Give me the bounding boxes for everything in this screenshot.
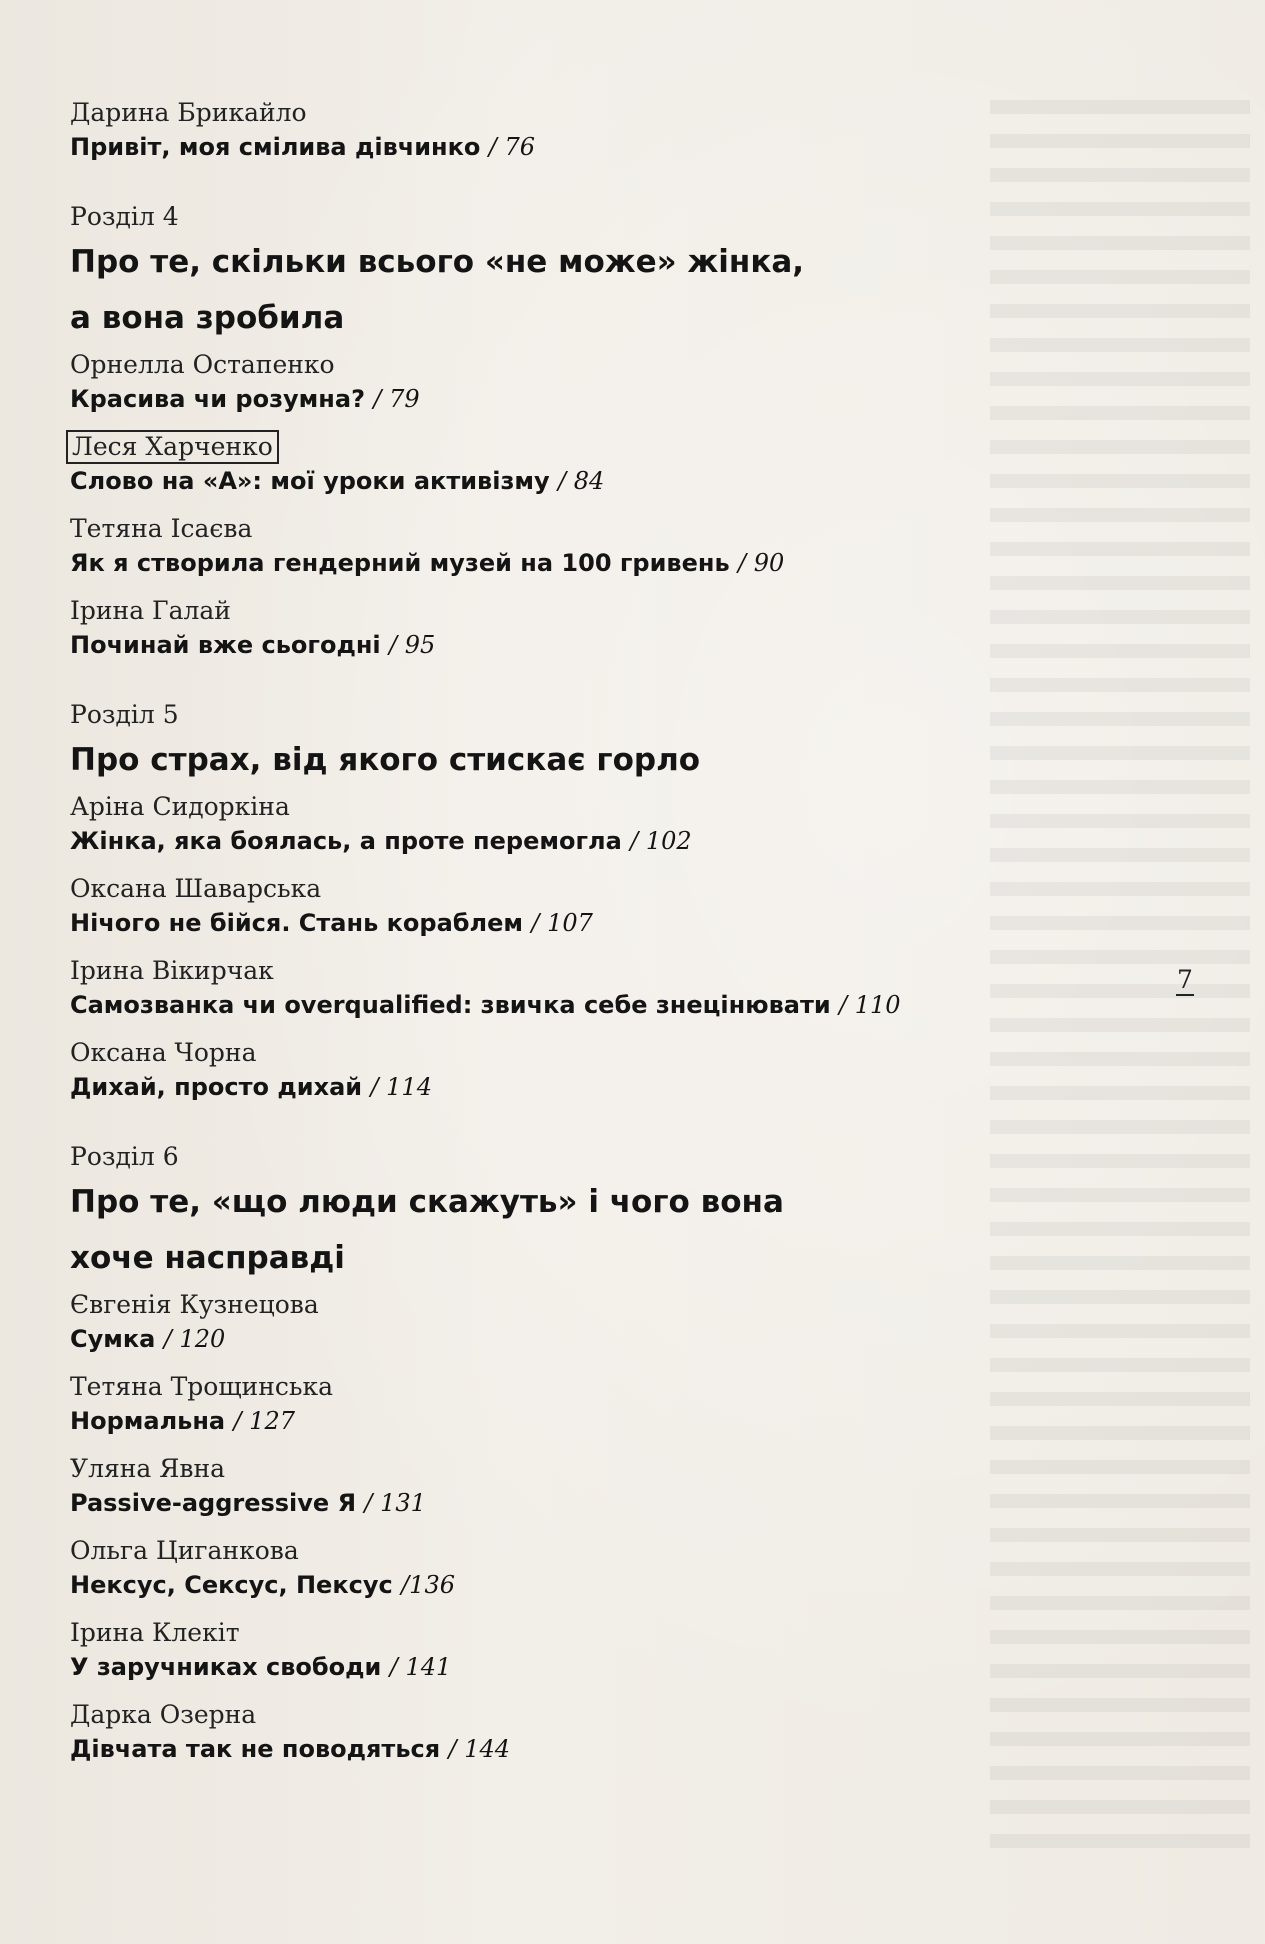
entry-title: Нічого не бійся. Стань кораблем — [70, 909, 523, 937]
toc-entry — [70, 1452, 1070, 1520]
entry-title: Красива чи розумна? — [70, 385, 365, 413]
entry-title-line — [70, 1486, 1070, 1520]
section-title-line: Про те, «що люди скажуть» і чого вона — [70, 1184, 784, 1220]
entry-author: Леся Харченко — [66, 430, 279, 464]
entry-title: Починай вже сьогодні — [70, 631, 381, 659]
entry-author: Орнелла Остапенко — [70, 350, 335, 379]
toc-entry — [70, 1370, 1070, 1438]
entry-title-line — [70, 628, 1070, 662]
toc-entry — [70, 790, 1070, 858]
section-label: Розділ 6 — [70, 1142, 179, 1171]
entry-author: Ірина Клекіт — [70, 1618, 240, 1647]
section-4 — [70, 200, 1070, 662]
toc-entry — [70, 348, 1070, 416]
entry-title: Нексус, Сексус, Пексус — [70, 1571, 393, 1599]
entry-title-line — [70, 382, 1070, 416]
entry-page-ref: / 127 — [233, 1407, 295, 1435]
entry-title: Привіт, моя смілива дівчинко — [70, 133, 481, 161]
entry-page-ref: /136 — [401, 1571, 455, 1599]
entry-title-line — [70, 130, 1070, 164]
toc-entry — [70, 1534, 1070, 1602]
toc-entry — [70, 594, 1070, 662]
entry-page-ref: / 79 — [373, 385, 420, 413]
section-title — [70, 732, 1070, 788]
toc-entry — [70, 1288, 1070, 1356]
entry-page-ref: / 141 — [389, 1653, 452, 1681]
toc-entry — [70, 1036, 1070, 1104]
page-number: 7 — [1177, 965, 1193, 994]
entry-author: Ольга Циганкова — [70, 1536, 299, 1565]
section-title — [70, 234, 1070, 346]
toc-entry — [70, 954, 1070, 1022]
entry-page-ref: / 110 — [839, 991, 901, 1019]
section-title-line: Про те, скільки всього «не може» жінка, — [70, 244, 805, 280]
entry-title-line — [70, 464, 1070, 498]
entry-title: Passive-aggressive Я — [70, 1489, 357, 1517]
toc-entry — [70, 1616, 1070, 1684]
section-title-line: Про страх, від якого стискає горло — [70, 742, 701, 778]
entry-title-line — [70, 906, 1070, 940]
entry-page-ref: / 84 — [558, 467, 605, 495]
entry-title-line — [70, 1404, 1070, 1438]
entry-author-boxed — [70, 430, 1070, 464]
entry-author: Тетяна Ісаєва — [70, 514, 253, 543]
entry-title-line — [70, 824, 1070, 858]
entry-author: Уляна Явна — [70, 1454, 226, 1483]
entry-page-ref: / 95 — [389, 631, 436, 659]
entry-page-ref: / 76 — [488, 133, 536, 161]
entry-author: Оксана Чорна — [70, 1038, 257, 1067]
section-label: Розділ 4 — [70, 202, 179, 231]
entry-page-ref: / 131 — [364, 1489, 426, 1517]
entry-title: Дихай, просто дихай — [70, 1073, 363, 1101]
entry-title: Жінка, яка боялась, а проте перемогла — [70, 827, 622, 855]
entry-author: Євгенія Кузнецова — [70, 1290, 319, 1319]
entry-author: Ірина Вікирчак — [70, 956, 274, 985]
entry-author: Тетяна Трощинська — [70, 1372, 334, 1401]
entry-title-line — [70, 1732, 1070, 1766]
entry-title: Дівчата так не поводяться — [70, 1735, 441, 1763]
toc-entry — [70, 512, 1070, 580]
toc-entry — [70, 872, 1070, 940]
entry-page-ref: / 90 — [738, 549, 785, 577]
entry-title: Сумка — [70, 1325, 156, 1353]
entry-title-line — [70, 1070, 1070, 1104]
entry-title: У заручниках свободи — [70, 1653, 382, 1681]
entry-author: Ірина Галай — [70, 596, 231, 625]
entry-author: Дарина Брикайло — [70, 98, 307, 127]
entry-page-ref: / 120 — [163, 1325, 226, 1353]
entry-title-line — [70, 546, 1070, 580]
entry-title-line — [70, 988, 1070, 1022]
section-label: Розділ 5 — [70, 700, 179, 729]
section-title-line: хоче насправді — [70, 1240, 345, 1276]
toc-entry — [70, 1698, 1070, 1766]
entry-title: Як я створила гендерний музей на 100 гривень — [70, 549, 730, 577]
entry-author: Дарка Озерна — [70, 1700, 257, 1729]
entry-page-ref: / 107 — [531, 909, 593, 937]
entry-title: Слово на «А»: мої уроки активізму — [70, 467, 550, 495]
entry-page-ref: / 114 — [370, 1073, 432, 1101]
section-5 — [70, 698, 1070, 1104]
entry-author: Аріна Сидоркіна — [70, 792, 290, 821]
table-of-contents — [70, 96, 1070, 1780]
entry-author: Оксана Шаварська — [70, 874, 322, 903]
section-title-line: а вона зробила — [70, 300, 345, 336]
entry-title: Самозванка чи overqualified: звичка себе знецінювати — [70, 991, 831, 1019]
section-title — [70, 1174, 1070, 1286]
entry-page-ref: / 144 — [448, 1735, 511, 1763]
entry-page-ref: / 102 — [630, 827, 692, 855]
entry-title: Нормальна — [70, 1407, 226, 1435]
entry-title-line — [70, 1650, 1070, 1684]
entry-title-line — [70, 1568, 1070, 1602]
entry-title-line — [70, 1322, 1070, 1356]
toc-entry-intro — [70, 96, 1070, 164]
toc-entry — [70, 430, 1070, 498]
section-6 — [70, 1140, 1070, 1766]
